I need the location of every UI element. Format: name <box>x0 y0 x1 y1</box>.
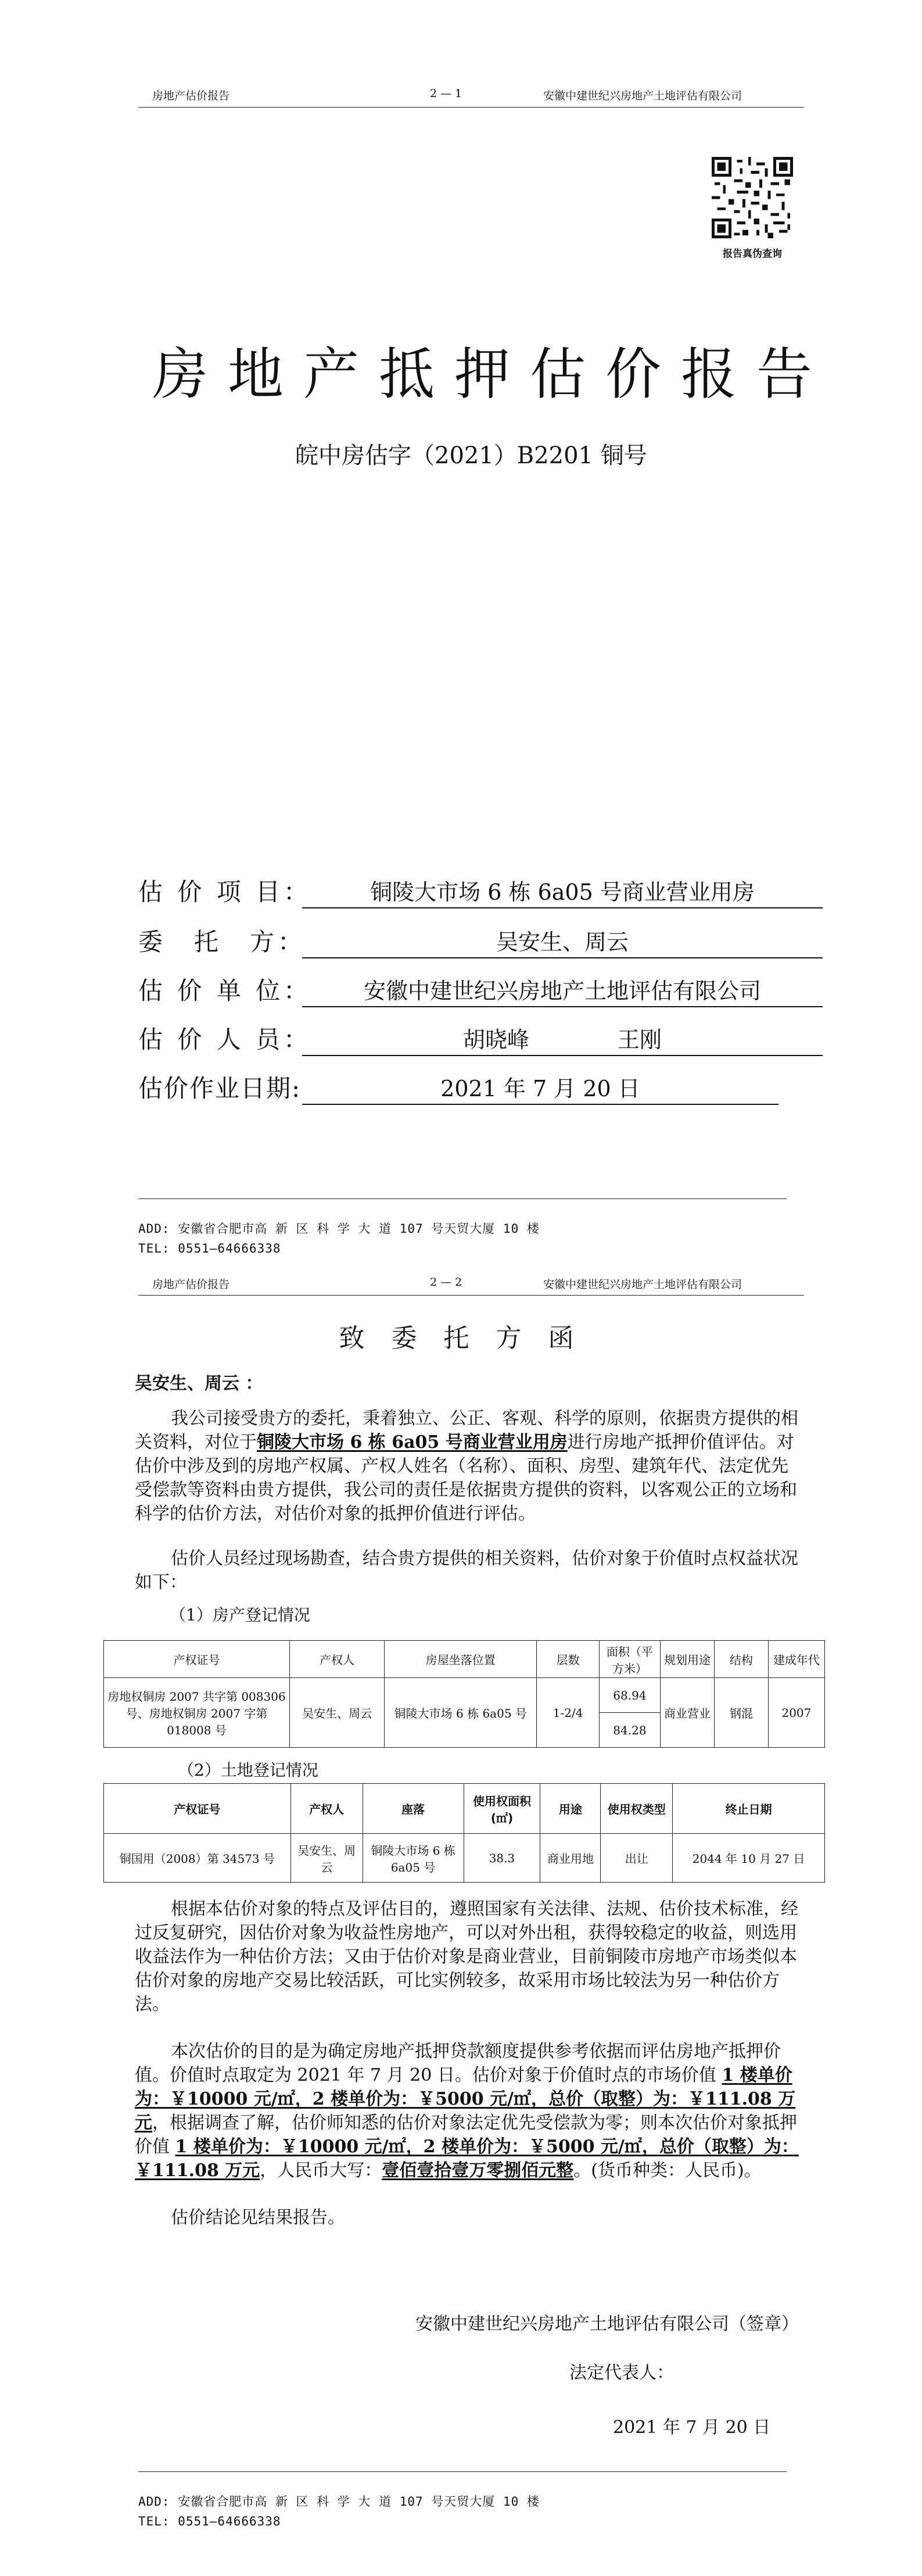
t2-header-area: 使用权面积(㎡) <box>464 1784 540 1834</box>
table-row <box>104 1834 825 1883</box>
info-label-project: 估 价 项 目： <box>138 878 312 906</box>
t1-area-1: 68.94 <box>599 1678 660 1713</box>
t2-area: 38.3 <box>464 1834 540 1883</box>
table-row <box>104 1678 825 1713</box>
para1-text-c: 进行房地产抵押价值评估。对估价中涉及到的房地产权属、产权人姓名（名称）、面积、房型、建筑年代、法定优先受偿款等资料由贵方提供，我公司的责任是依据贵方提供的资料，以客观公正的立场和科学的估价方法，对估价对象的抵押价值进行评估。 <box>135 1432 797 1524</box>
paragraph-methods <box>135 1897 803 2016</box>
t2-header-end-date: 终止日期 <box>673 1784 825 1834</box>
table2-header-row <box>104 1784 825 1834</box>
t1-area-2: 84.28 <box>599 1713 660 1748</box>
document-number: 皖中房估字（2021）B2201 铜号 <box>295 442 647 469</box>
page2-footer-address: ADD: 安徽省合肥市高 新 区 科 学 大 道 107 号天贸大厦 10 楼 <box>138 2495 540 2509</box>
t2-owner: 吴安生、周云 <box>290 1834 363 1883</box>
para4-text-a: 本次估价的目的是为确定房地产抵押贷款额度提供参考依据而评估房地产抵押价值。价值时点取定为 2021 年 7 月 20 日。估价对象于价值时点的市场价值 <box>135 2041 781 2085</box>
info-value-project: 铜陵大市场 6 栋 6a05 号商业营业用房 <box>302 874 823 908</box>
page2-footer-rule <box>138 2471 787 2472</box>
para4-mortgage-value: 1 楼单价为：￥10000 元/㎡，2 楼单价为：￥5000 元/㎡，总价（取整）为：￥111.08 万元 <box>135 2137 799 2181</box>
salutation: 吴安生、周云 ： <box>135 1373 263 1394</box>
page1-footer-address: ADD: 安徽省合肥市高 新 区 科 学 大 道 107 号天贸大厦 10 楼 <box>138 1222 540 1236</box>
info-value-date: 2021 年 7 月 20 日 <box>302 1071 779 1105</box>
para4-text-e: ，人民币大写： <box>260 2160 382 2181</box>
page1-header-page: 2 — 1 <box>430 87 462 100</box>
info-label-date: 估价作业日期: <box>138 1074 302 1103</box>
letter-body-top <box>135 1407 803 1594</box>
page1-footer-rule <box>138 1198 787 1199</box>
page1-footer-tel: TEL: 0551—64666338 <box>138 1242 281 1255</box>
t2-right-type: 出让 <box>601 1834 673 1883</box>
paragraph-see-report <box>135 2206 803 2230</box>
t1-header-use: 规划用途 <box>661 1641 715 1678</box>
t1-structure: 钢混 <box>714 1678 768 1748</box>
paragraph-conclusion <box>135 2040 803 2183</box>
letter-date: 2021 年 7 月 20 日 <box>613 2417 771 2438</box>
t1-header-floors: 层数 <box>537 1641 599 1678</box>
para3-text: 根据本估价对象的特点及评估目的，遵照国家有关法律、法规、估价技术标准，经过反复研究，因估价对象为收益性房地产，可以对外出租，获得较稳定的收益，则选用收益法作为一种估价方法；又由于估价对象是商业营业，目前铜陵市房地产市场类似本估价对象的房地产交易比较活跃，可比实例较多，故采用市场比较法为另一种估价方法。 <box>135 1899 798 2015</box>
t2-location: 铜陵大市场 6 栋 6a05 号 <box>363 1834 464 1883</box>
paragraph-inspection <box>135 1547 803 1594</box>
t1-year: 2007 <box>768 1678 824 1748</box>
house-registration-table <box>103 1640 825 1748</box>
t2-end-date: 2044 年 10 月 27 日 <box>673 1834 825 1883</box>
para1-text-a: 我公司接受贵方的委托，秉着独立、公正、客观、科学的原则，依据贵方提供的相关资料，对位于 <box>135 1408 798 1452</box>
t1-header-area: 面积（平方米） <box>599 1641 660 1678</box>
report-title: 房地产抵押估价报告 <box>152 342 832 407</box>
qr-caption: 报告真伪查询 <box>723 248 782 260</box>
t1-header-structure: 结构 <box>714 1641 768 1678</box>
t1-header-owner: 产权人 <box>290 1641 385 1678</box>
qr-code-icon[interactable] <box>712 157 793 238</box>
t2-header-use: 用途 <box>540 1784 601 1834</box>
page1-header-left: 房地产估价报告 <box>152 90 230 102</box>
section-house-registration: （1）房产登记情况 <box>170 1605 310 1625</box>
letter-title: 致 委 托 方 函 <box>339 1323 583 1353</box>
page1-header-rule <box>138 107 804 108</box>
para4-text-g: 。(货币种类：人民币)。 <box>573 2160 762 2181</box>
t2-header-location: 座落 <box>363 1784 464 1834</box>
letter-body-bottom <box>135 1897 803 2230</box>
t1-cert: 房地权铜房 2007 共字第 008306 号、房地权铜房 2007 字第 018008 号 <box>104 1678 290 1748</box>
page2-header-page: 2 — 2 <box>430 1276 462 1289</box>
t1-header-location: 房屋坐落位置 <box>385 1641 537 1678</box>
t1-header-cert: 产权证号 <box>104 1641 290 1678</box>
page2-footer-tel: TEL: 0551—64666338 <box>138 2514 281 2528</box>
page2-header-left: 房地产估价报告 <box>152 1278 230 1291</box>
para4-market-value: 1 楼单价为：￥10000 元/㎡，2 楼单价为：￥5000 元/㎡，总价（取整）为：￥111.08 万元 <box>135 2065 796 2133</box>
t1-header-year: 建成年代 <box>768 1641 824 1678</box>
t2-header-cert: 产权证号 <box>104 1784 291 1834</box>
signature-company: 安徽中建世纪兴房地产土地评估有限公司（签章） <box>415 2314 799 2334</box>
t2-header-owner: 产权人 <box>290 1784 363 1834</box>
para1-property: 铜陵大市场 6 栋 6a05 号商业营业用房 <box>257 1432 568 1452</box>
para4-amount-in-words: 壹佰壹拾壹万零捌佰元整 <box>382 2160 574 2181</box>
info-label-valuer-company: 估 价 单 位： <box>138 976 312 1005</box>
t1-owner: 吴安生、周云 <box>290 1678 385 1748</box>
page2-header-rule <box>138 1295 804 1296</box>
t1-floors: 1-2/4 <box>537 1678 599 1748</box>
section-land-registration: （2）土地登记情况 <box>178 1761 318 1780</box>
land-registration-table <box>103 1783 825 1883</box>
para2-text: 估价人员经过现场勘查，结合贵方提供的相关资料，估价对象于价值时点权益状况如下： <box>135 1548 798 1593</box>
para4-text-c: ，根据调查了解，估价师知悉的估价对象法定优先受偿款为零；则本次估价对象抵押价值 <box>135 2113 797 2157</box>
para5-text: 估价结论见结果报告。 <box>171 2208 345 2228</box>
t1-location: 铜陵大市场 6 栋 6a05 号 <box>385 1678 537 1748</box>
info-label-client: 委 托 方： <box>138 928 306 956</box>
t2-use: 商业用地 <box>540 1834 601 1883</box>
table1-header-row <box>104 1641 825 1678</box>
info-label-valuers: 估 价 人 员： <box>138 1025 312 1054</box>
info-value-valuer-company: 安徽中建世纪兴房地产土地评估有限公司 <box>302 973 823 1007</box>
legal-representative: 法定代表人： <box>569 2363 674 2383</box>
info-value-client: 吴安生、周云 <box>302 924 823 958</box>
page1-header-right: 安徽中建世纪兴房地产土地评估有限公司 <box>543 90 742 102</box>
t2-header-right-type: 使用权类型 <box>601 1784 673 1834</box>
info-value-valuers: 胡晓峰 王刚 <box>302 1022 823 1056</box>
paragraph-commission <box>135 1407 803 1526</box>
page2-header-right: 安徽中建世纪兴房地产土地评估有限公司 <box>543 1278 742 1291</box>
t2-cert: 铜国用（2008）第 34573 号 <box>104 1834 291 1883</box>
t1-use: 商业营业 <box>661 1678 715 1748</box>
